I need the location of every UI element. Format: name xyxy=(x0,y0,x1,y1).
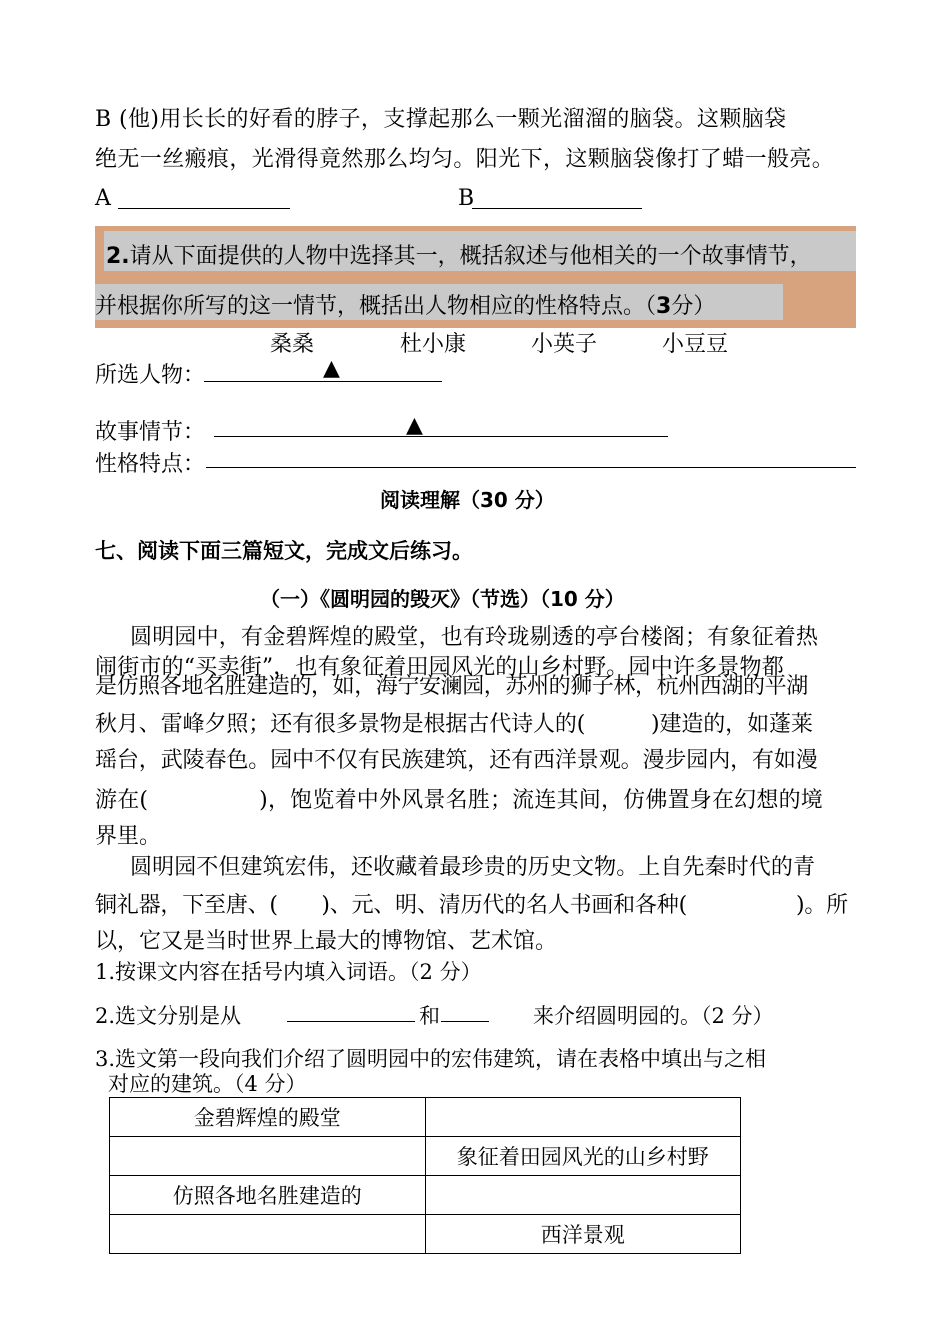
table-cell-answer[interactable] xyxy=(425,1098,741,1137)
plot-marker: ▲ xyxy=(406,413,423,438)
chosen-character-marker: ▲ xyxy=(323,356,340,381)
passage-1-p2-line-2: 铜礼器，下至唐、( )、元、明、清历代的名人书画和各种( )。所 xyxy=(95,893,848,918)
blank-a-line[interactable] xyxy=(118,208,290,209)
question-2b-mid: 和 xyxy=(419,1004,440,1028)
passage-1-p2-line-1: 圆明园不但建筑宏伟，还收藏着最珍贵的历史文物。上自先秦时代的青 xyxy=(130,855,816,880)
plot-label: 故事情节： xyxy=(95,420,206,445)
table-cell: 象征着田园风光的山乡村野 xyxy=(425,1137,741,1176)
buildings-table xyxy=(109,1097,741,1254)
character-option-3: 小英子 xyxy=(531,332,598,357)
blank-b-line[interactable] xyxy=(472,208,642,209)
passage-b-line-1: B (他)用长长的好看的脖子，支撑起那么一颗光溜溜的脑袋。这颗脑袋 xyxy=(95,107,787,132)
table-row xyxy=(110,1215,741,1254)
character-option-4: 小豆豆 xyxy=(662,332,729,357)
question-2b-post: 来介绍圆明园的。（2 分） xyxy=(533,1004,774,1028)
question-3-line-2: 对应的建筑。（4 分） xyxy=(108,1072,307,1096)
question-2-number: 2. xyxy=(106,244,130,269)
character-option-1: 桑桑 xyxy=(270,332,315,357)
table-row xyxy=(110,1176,741,1215)
plot-line[interactable] xyxy=(214,436,668,437)
question-2-score: 3 xyxy=(656,294,672,319)
part-7-title: 七、阅读下面三篇短文，完成文后练习。 xyxy=(95,539,473,563)
trait-line[interactable] xyxy=(206,467,856,468)
table-cell-answer[interactable] xyxy=(110,1215,426,1254)
passage-1-p2-line-3: 以，它又是当时世界上最大的博物馆、艺术馆。 xyxy=(95,929,558,954)
question-1: 1.按课文内容在括号内填入词语。（2 分） xyxy=(95,960,482,984)
question-3-line-1: 3.选文第一段向我们介绍了圆明园中的宏伟建筑，请在表格中填出与之相 xyxy=(95,1047,767,1071)
passage-1-line-5: 瑶台，武陵春色。园中不仅有民族建筑，还有西洋景观。漫步园内，有如漫 xyxy=(95,748,818,773)
blank-b-label: B xyxy=(458,186,475,211)
question-2-line-2 xyxy=(95,289,715,320)
table-cell-answer[interactable] xyxy=(425,1176,741,1215)
question-2-line-1 xyxy=(106,239,812,270)
question-2-line-1-text: 请从下面提供的人物中选择其一，概括叙述与他相关的一个故事情节， xyxy=(129,244,812,269)
passage-1-title: （一）《圆明园的毁灭》（节选）（10 分） xyxy=(260,587,625,611)
trait-label: 性格特点： xyxy=(95,452,206,477)
question-2-line-2-text: 并根据你所写的这一情节，概括出人物相应的性格特点。（ xyxy=(95,294,657,319)
blank-a-label: A xyxy=(95,186,111,211)
question-2b-pre: 2.选文分别是从 xyxy=(95,1004,242,1028)
table-cell: 金碧辉煌的殿堂 xyxy=(110,1098,426,1137)
question-2-score-unit: 分） xyxy=(671,294,716,319)
chosen-character-label: 所选人物： xyxy=(95,363,206,388)
question-2b-blank-2[interactable] xyxy=(441,1021,489,1022)
question-2b-blank-1[interactable] xyxy=(287,1021,415,1022)
table-row xyxy=(110,1098,741,1137)
reading-section-title: 阅读理解（30 分） xyxy=(380,488,555,512)
table-cell: 西洋景观 xyxy=(425,1215,741,1254)
passage-b-line-2: 绝无一丝瘢痕，光滑得竟然那么均匀。阳光下，这颗脑袋像打了蜡一般亮。 xyxy=(95,147,835,172)
passage-1-line-7: 界里。 xyxy=(95,824,162,849)
table-cell-answer[interactable] xyxy=(110,1137,426,1176)
character-option-2: 杜小康 xyxy=(400,332,467,357)
passage-1-line-6: 游在( )，饱览着中外风景名胜；流连其间，仿佛置身在幻想的境 xyxy=(95,788,823,813)
table-row xyxy=(110,1137,741,1176)
passage-1-line-1: 圆明园中，有金碧辉煌的殿堂，也有玲珑剔透的亭台楼阁；有象征着热 xyxy=(130,625,819,650)
passage-1-line-3: 是仿照各地名胜建造的，如，海宁安澜园，苏州的狮子林，杭州西湖的平湖 xyxy=(95,674,808,699)
passage-1-line-2: 闹街市的“买卖街”，也有象征着田园风光的山乡村野。园中许多景物都 xyxy=(95,655,784,680)
passage-1-line-4: 秋月、雷峰夕照；还有很多景物是根据古代诗人的( )建造的，如蓬莱 xyxy=(95,712,813,737)
table-cell: 仿照各地名胜建造的 xyxy=(110,1176,426,1215)
chosen-character-line[interactable] xyxy=(204,381,442,382)
